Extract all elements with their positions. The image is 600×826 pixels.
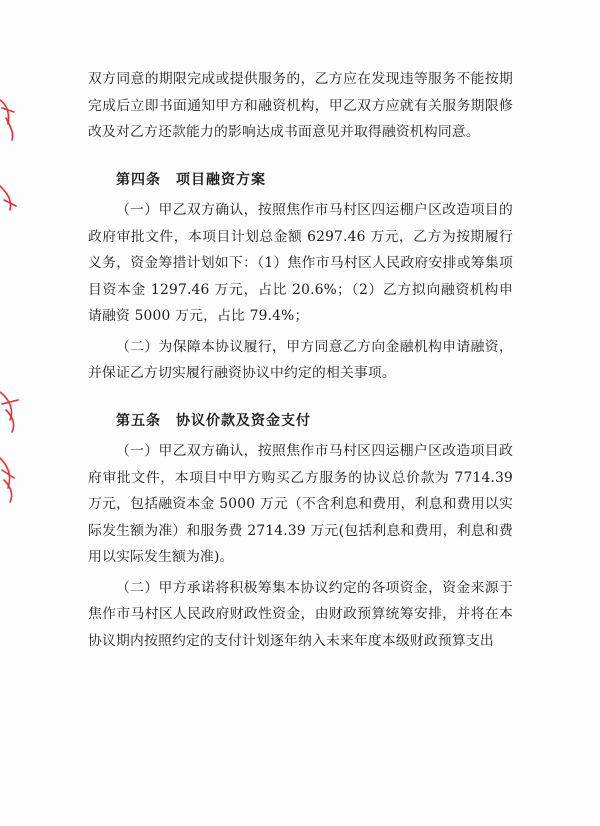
article-5-clause-2: （二）甲方承诺将积极筹集本协议约定的各项资金，资金来源于焦作市马村区人民政府财政性资金，由财政预算统筹安排，并将在本协议期内按照约定的支付计划逐年纳入未来年度本级财政预算支出: [88, 579, 513, 649]
paragraph-continuation: 双方同意的期限完成或提供服务的，乙方应在发现违等服务不能按期完成后立即书面通知甲方和融资机构，甲乙双方应就有关服务期限修改及对乙方还款能力的影响达成书面意见并取得融资机构同意。: [88, 71, 513, 140]
red-seal-stamp: [0, 0, 40, 520]
article-5-clause-1: （一）甲乙双方确认，按照焦作市马村区四运棚户区改造项目政府审批文件，本项目中甲方购买乙方服务的协议总价款为 7714.39 万元，包括融资本金 5000 万元（不含利息和费用，利息和费用以实际发生额为准）和服务费 2714.39 万元(包括利息和费用，利息和费用以实际发生额为准)。: [88, 443, 513, 565]
document-body: [88, 66, 513, 654]
article-5-heading: 第五条 协议价款及资金支付: [116, 412, 311, 429]
article-4-clause-2: （二）为保障本协议履行，甲方同意乙方向金融机构申请融资，并保证乙方切实履行融资协议中约定的相关事项。: [88, 338, 513, 381]
article-4-clause-1: （一）甲乙双方确认，按照焦作市马村区四运棚户区改造项目的政府审批文件，本项目计划总金额 6297.46 万元，乙方为按期履行义务，资金筹措计划如下：（1）焦作市马村区人民政府安排或筹集项目资本金 1297.46 万元，占比 20.6%；（2）乙方拟向融资机构申请融资 5000 万元，占比 79.4%；: [88, 202, 513, 324]
article-4-heading: 第四条 项目融资方案: [116, 171, 266, 188]
